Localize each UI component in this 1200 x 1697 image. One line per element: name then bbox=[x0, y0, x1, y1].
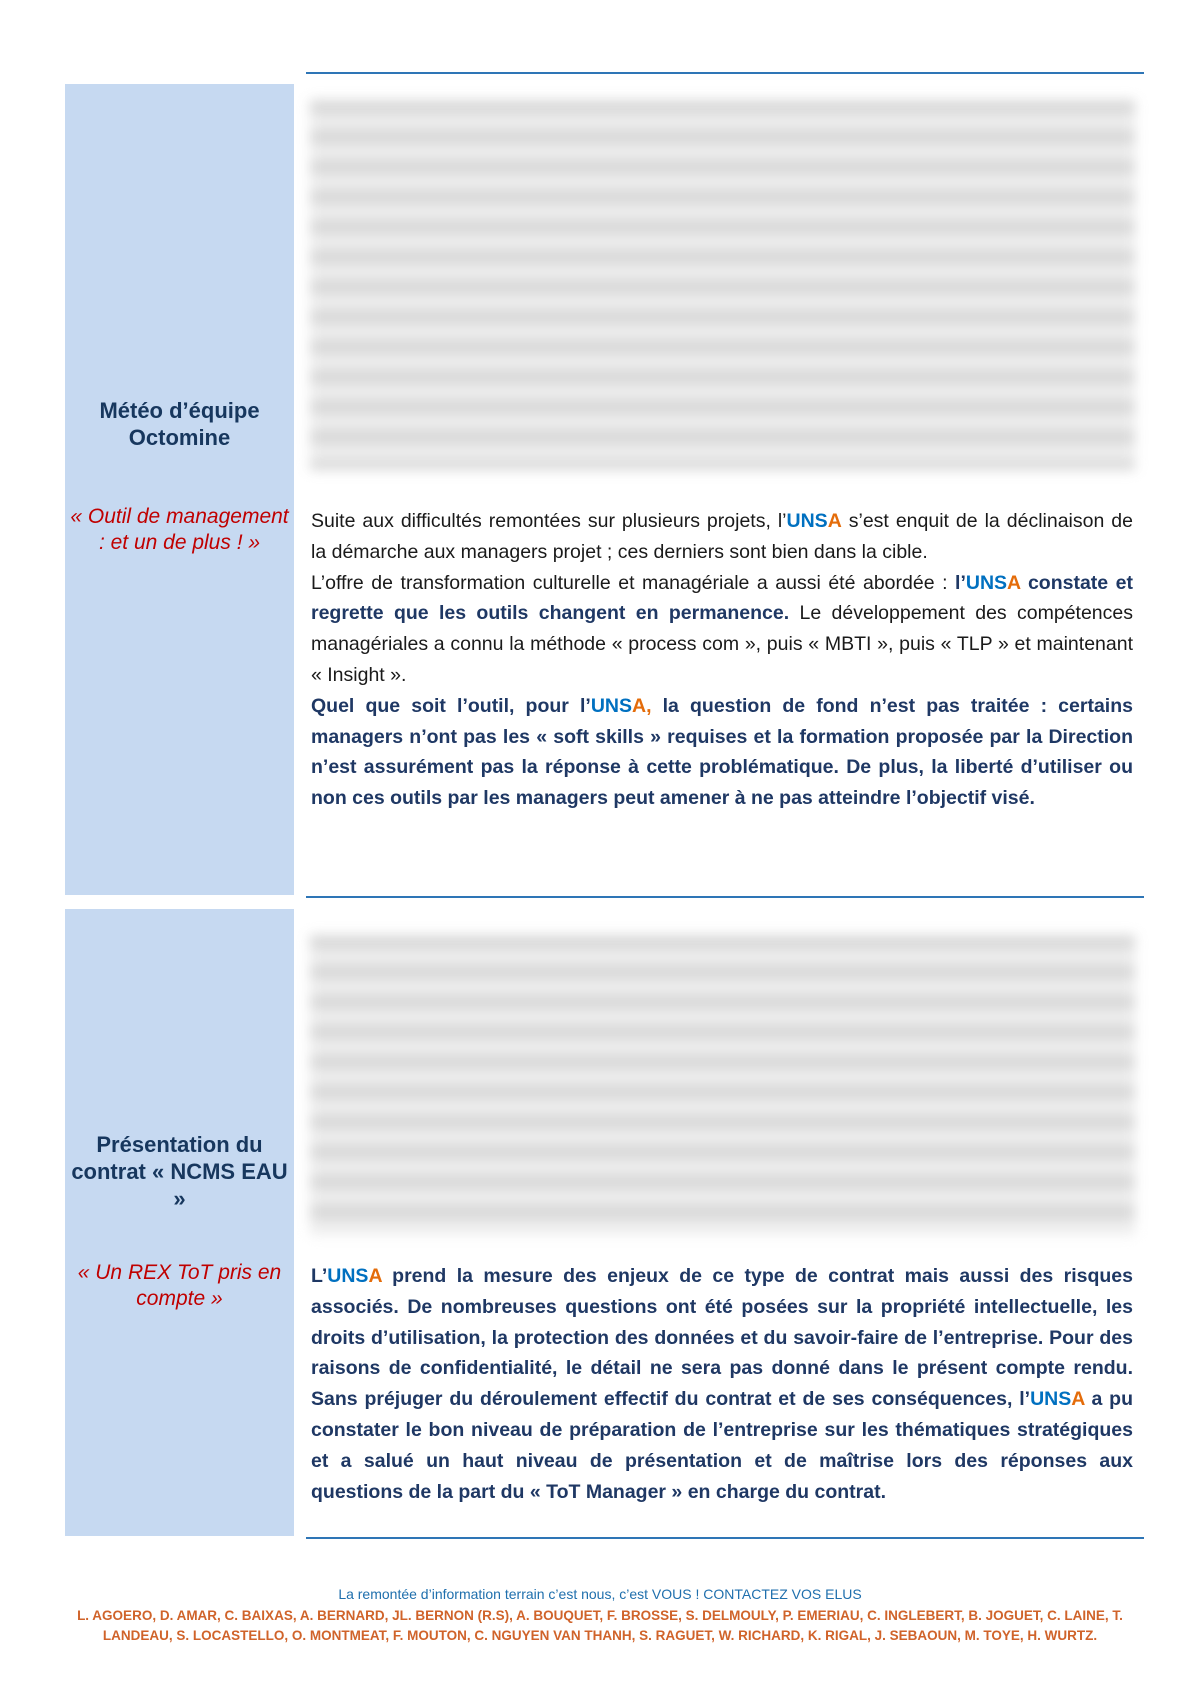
paragraph bbox=[311, 506, 1133, 568]
footer-names: L. AGOERO, D. AMAR, C. BAIXAS, A. BERNARD, JL. BERNON (R.S), A. BOUQUET, F. BROSSE, S. DELMOULY, P. EMERIAU, C. INGLEBERT, B. JOGUET, C. LAINE, T. LANDEAU, S. LOCASTELLO, O. MONTMEAT, F. MOUTON, C. NGUYEN VAN THANH, S. RAGUET, W. RICHARD, K. RIGAL, J. SEBAOUN, M. TOYE, H. WURTZ. bbox=[77, 1608, 1123, 1643]
text: Quel que soit l’outil, pour l’ bbox=[311, 694, 591, 717]
footer-tagline: La remontée d’information terrain c’est nous, c’est VOUS ! CONTACTEZ VOS ELUS bbox=[338, 1586, 862, 1602]
unsa-logo-text: A bbox=[827, 510, 842, 532]
unsa-logo-text: UNS bbox=[590, 694, 632, 717]
text: s’est enquit de la déclinaison de la démarche aux managers projet ; ces derniers sont bien dans la cible. bbox=[311, 510, 1133, 563]
section-subtitle: « Outil de management : et un de plus ! » bbox=[70, 505, 289, 554]
unsa-logo-text: UNS bbox=[786, 510, 828, 532]
text: Suite aux difficultés remontées sur plusieurs projets, l’ bbox=[311, 510, 787, 532]
text: Le développement des compétences managériales a connu la méthode « process com », puis « MBTI », puis « TLP » et maintenant « Insight ». bbox=[311, 602, 1133, 686]
section-divider bbox=[306, 1537, 1144, 1539]
text: prend la mesure des enjeux de ce type de contrat mais aussi des risques associés. De nombreuses questions ont été posées sur la propriété intellectuelle, les droits d’utilisation, la protection des données et du savoir-faire de l’entreprise. Pour des raisons de confidentialité, le détail ne sera pas donné dans le présent compte rendu. Sans préjuger du déroulement effectif du contrat et de ses conséquences, l’ bbox=[311, 1265, 1133, 1411]
paragraph bbox=[311, 1261, 1133, 1507]
section-body-meteo bbox=[311, 506, 1133, 814]
section-subtitle: « Un REX ToT pris en compte » bbox=[77, 1261, 282, 1310]
section-title: Présentation du contrat « NCMS EAU » bbox=[71, 1132, 288, 1211]
unsa-logo-text: A bbox=[368, 1265, 382, 1287]
blurred-content bbox=[310, 935, 1135, 1235]
section-sidebar-ncms bbox=[65, 909, 294, 1536]
blurred-content bbox=[310, 100, 1135, 470]
text: L’offre de transformation culturelle et managériale a aussi été abordée : bbox=[311, 571, 956, 594]
paragraph bbox=[311, 691, 1133, 814]
top-rule bbox=[306, 72, 1144, 74]
text: a pu constater le bon niveau de préparation de l’entreprise sur les thématiques stratégiques et a salué un haut niveau de présentation et de maîtrise lors des réponses aux questions de la part du « ToT Manager » en charge du contrat. bbox=[311, 1388, 1133, 1503]
unsa-logo-text: UNS bbox=[965, 571, 1008, 594]
section-sidebar-meteo bbox=[65, 84, 294, 895]
unsa-logo-text: UNS bbox=[327, 1265, 369, 1287]
text: l’ bbox=[955, 571, 966, 594]
unsa-logo-text: A bbox=[1007, 571, 1021, 594]
highlight-text: constate et regrette que les outils changent en permanence. bbox=[311, 571, 1133, 625]
section-divider bbox=[306, 896, 1144, 898]
unsa-logo-text: A bbox=[1071, 1388, 1085, 1411]
unsa-logo-text: A, bbox=[632, 694, 652, 717]
text: la question de fond n’est pas traitée : certains managers n’ont pas les « soft skills » requises et la formation proposée par la Direction n’est assurément pas la réponse à cette problématique. De plus, la liberté d’utiliser ou non ces outils par les managers peut amener à ne pas atteindre l’objectif visé. bbox=[311, 694, 1133, 810]
unsa-logo-text: UNS bbox=[1030, 1388, 1072, 1411]
section-title: Météo d’équipe Octomine bbox=[99, 398, 260, 450]
text: L’ bbox=[311, 1265, 328, 1287]
paragraph bbox=[311, 568, 1133, 691]
section-body-ncms bbox=[311, 1261, 1133, 1507]
